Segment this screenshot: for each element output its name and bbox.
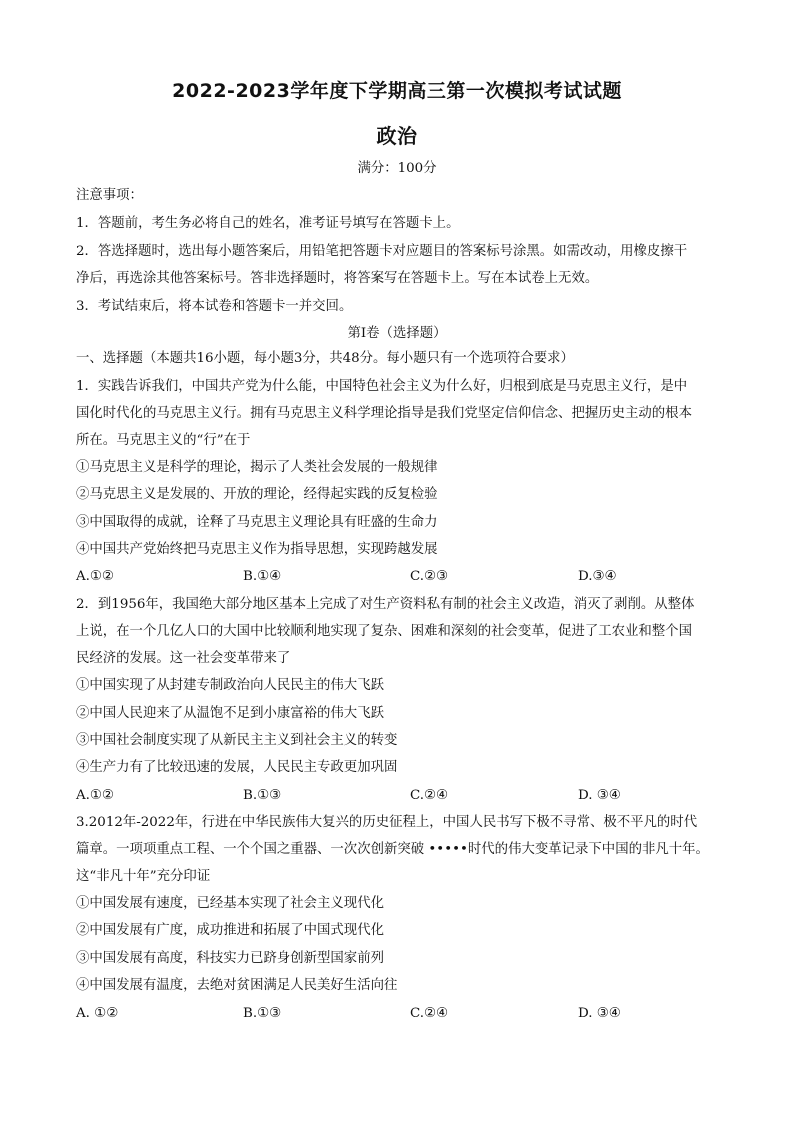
option-a: A.①② <box>76 788 114 803</box>
question-1-stem: 1．实践告诉我们，中国共产党为什么能，中国特色社会主义为什么好，归根到底是马克思主义行，是中 <box>76 379 688 394</box>
exam-title: 2022-2023学年度下学期高三第一次模拟考试试题 <box>172 80 622 102</box>
note-item: 3．考试结束后，将本试卷和答题卡一并交回。 <box>76 299 353 314</box>
question-1-options <box>76 568 726 586</box>
question-3-stem: 篇章。一项项重点工程、一个个国之重器、一次次创新突破 •••••时代的伟大变革记录下中国的非凡十年。 <box>76 842 709 857</box>
notes-heading: 注意事项： <box>76 188 143 203</box>
question-1-statement: ④中国共产党始终把马克思主义作为指导思想，实现跨越发展 <box>76 542 438 557</box>
full-score: 满分：100分 <box>357 161 437 176</box>
note-item: 净后，再选涂其他答案标号。答非选择题时，将答案写在答题卡上。写在本试卷上无效。 <box>76 271 599 286</box>
option-c: C.②③ <box>410 569 449 584</box>
question-3-statement: ②中国发展有广度，成功推进和拓展了中国式现代化 <box>76 923 384 938</box>
option-d: D.③④ <box>578 569 617 584</box>
option-b: B.①③ <box>243 1006 282 1021</box>
question-2-options <box>76 787 726 805</box>
option-c: C.②④ <box>410 1006 449 1021</box>
question-1-statement: ②马克思主义是发展的、开放的理论，经得起实践的反复检验 <box>76 487 438 502</box>
question-2-statement: ③中国社会制度实现了从新民主主义到社会主义的转变 <box>76 733 398 748</box>
question-3-stem: 这“非凡十年”充分印证 <box>76 869 211 884</box>
option-a: A.①② <box>76 569 114 584</box>
note-item: 2．答选择题时，选出每小题答案后，用铅笔把答题卡对应题目的答案标号涂黑。如需改动，用橡皮擦干 <box>76 244 688 259</box>
option-c: C.②④ <box>410 788 449 803</box>
question-1-statement: ①马克思主义是科学的理论，揭示了人类社会发展的一般规律 <box>76 460 438 475</box>
option-d: D. ③④ <box>578 1006 621 1021</box>
option-b: B.①④ <box>243 569 282 584</box>
question-3-statement: ③中国发展有高度，科技实力已跻身创新型国家前列 <box>76 951 384 966</box>
question-2-stem: 民经济的发展。这一社会变革带来了 <box>76 651 291 666</box>
question-3-statement: ①中国发展有速度，已经基本实现了社会主义现代化 <box>76 896 384 911</box>
option-b: B.①③ <box>243 788 282 803</box>
question-1-statement: ③中国取得的成就，诠释了马克思主义理论具有旺盛的生命力 <box>76 515 438 530</box>
question-1-stem: 国化时代化的马克思主义行。拥有马克思主义科学理论指导是我们党坚定信仰信念、把握历史主动的根本 <box>76 406 692 421</box>
question-2-statement: ④生产力有了比较迅速的发展，人民民主专政更加巩固 <box>76 760 398 775</box>
question-2-stem: 上说，在一个几亿人口的大国中比较顺利地实现了复杂、困难和深刻的社会变革，促进了工农业和整个国 <box>76 624 692 639</box>
question-2-stem: 2．到1956年，我国绝大部分地区基本上完成了对生产资料私有制的社会主义改造，消灭了剥削。从整体 <box>76 597 695 612</box>
subject-title: 政治 <box>376 124 418 148</box>
question-3-statement: ④中国发展有温度，去绝对贫困满足人民美好生活向往 <box>76 978 398 993</box>
question-2-statement: ②中国人民迎来了从温饱不足到小康富裕的伟大飞跃 <box>76 706 384 721</box>
note-item: 1．答题前，考生务必将自己的姓名，准考证号填写在答题卡上。 <box>76 216 460 231</box>
question-3-stem: 3.2012年-2022年，行进在中华民族伟大复兴的历史征程上，中国人民书写下极不寻常、极不平凡的时代 <box>76 815 698 830</box>
question-3-options <box>76 1005 726 1023</box>
option-d: D. ③④ <box>578 788 621 803</box>
volume-heading: 第Ⅰ卷（选择题） <box>347 326 447 341</box>
question-2-statement: ①中国实现了从封建专制政治向人民民主的伟大飞跃 <box>76 678 384 693</box>
question-1-stem: 所在。马克思主义的“行”在于 <box>76 433 251 448</box>
section-instruction: 一、选择题（本题共16小题，每小题3分，共48分。每小题只有一个选项符合要求） <box>76 351 574 366</box>
option-a: A. ①② <box>76 1006 119 1021</box>
